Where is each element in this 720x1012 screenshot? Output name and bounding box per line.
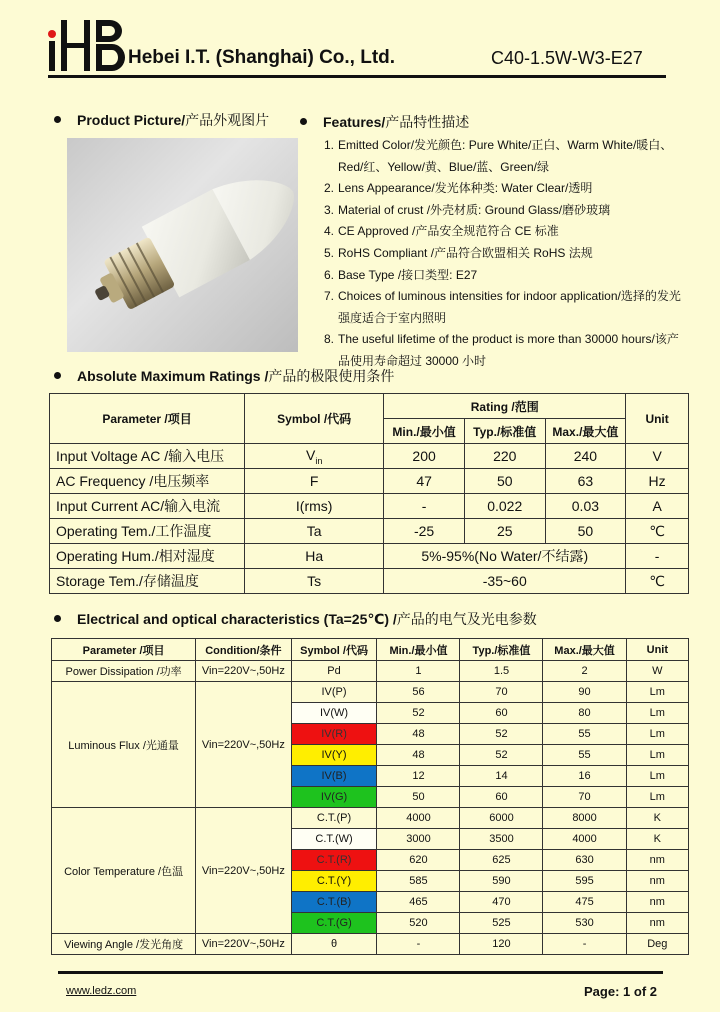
feature-number: 5. [324,245,335,260]
cell-max: 70 [543,787,626,808]
cell-unit: Lm [626,787,688,808]
symbol-text: I(rms) [295,498,333,514]
cell-max: 595 [543,871,626,892]
col-parameter: Parameter /项目 [52,639,196,661]
col-condition: Condition/条件 [196,639,291,661]
cell-min: 4000 [377,808,460,829]
cell-max: 2 [543,661,626,682]
cell-parameter: AC Frequency /电压频率 [50,469,245,494]
cell-min: 465 [377,892,460,913]
feature-number: 2. [324,181,335,196]
section-product-picture [54,110,269,130]
cell-unit: Lm [626,745,688,766]
cell-symbol: IV(R) [291,724,377,745]
feature-item [324,178,684,200]
feature-text: RoHS Compliant /产品符合欧盟相关 RoHS 法规 [338,245,593,260]
col-unit: Unit [626,639,688,661]
cell-symbol: IV(P) [291,682,377,703]
feature-item [324,265,684,287]
cell-min: 200 [384,444,465,469]
cell-unit: ℃ [626,569,689,594]
cell-max: 80 [543,703,626,724]
col-max: Max./最大值 [545,419,626,444]
cell-min: 620 [377,850,460,871]
row-viewing-angle [52,934,689,955]
feature-item [324,200,684,222]
symbol-text: F [309,473,319,489]
footer-divider [58,971,663,974]
feature-number: 7. [324,289,335,304]
table-row [50,444,689,469]
cell-unit: V [626,444,689,469]
col-typ: Typ./标准值 [464,419,545,444]
cell-parameter: Power Dissipation /功率 [52,661,196,682]
cell-unit: Lm [626,703,688,724]
feature-text: Choices of luminous intensities for indoor application/选择的发光强度适合于室内照明 [338,289,681,325]
section-title-en: Features/ [323,114,386,130]
col-min: Min./最小值 [384,419,465,444]
website-link[interactable]: www.ledz.com [66,985,137,997]
cell-symbol: C.T.(B) [291,892,377,913]
col-symbol: Symbol /代码 [291,639,377,661]
feature-number: 4. [324,224,335,239]
cell-symbol: IV(Y) [291,745,377,766]
cell-min: 47 [384,469,465,494]
cell-symbol: C.T.(R) [291,850,377,871]
cell-unit: Lm [626,682,688,703]
cell-max: 530 [543,913,626,934]
cell-parameter: Luminous Flux /光通量 [52,682,196,808]
col-symbol: Symbol /代码 [245,394,384,444]
row-power-dissipation [52,661,689,682]
feature-item [324,243,684,265]
cell-typ: 525 [460,913,543,934]
bulb-illustration [67,138,298,352]
feature-text: The useful lifetime of the product is more than 30000 hours/该产品使用寿命超过 30000 小时 [338,332,679,368]
page-indicator [584,984,657,999]
cell-min: 48 [377,724,460,745]
cell-parameter: Input Voltage AC /输入电压 [50,444,245,469]
cell-max: 16 [543,766,626,787]
symbol-text: Ta [306,523,322,539]
feature-item [324,286,684,329]
cell-symbol: IV(G) [291,787,377,808]
cell-typ: 120 [460,934,543,955]
col-typ: Typ./标准值 [460,639,543,661]
symbol-text: Ts [307,573,322,589]
cell-symbol [245,569,384,594]
section-title-en: Absolute Maximum Ratings / [77,368,269,384]
section-features [300,112,469,132]
cell-typ: 70 [460,682,543,703]
page-number: 1 [623,984,631,999]
col-parameter: Parameter /项目 [50,394,245,444]
feature-text: CE Approved /产品安全规范符合 CE 标准 [338,224,559,239]
cell-min: 48 [377,745,460,766]
table-row [50,494,689,519]
section-title-cn: 产品的电气及光电参数 [396,611,537,627]
cell-unit: K [626,829,688,850]
cell-typ: 60 [460,703,543,724]
cell-typ: 1.5 [460,661,543,682]
feature-number: 6. [324,267,335,282]
cell-typ: 60 [460,787,543,808]
cell-symbol: C.T.(P) [291,808,377,829]
cell-symbol: C.T.(G) [291,913,377,934]
cell-parameter: Operating Hum./相对湿度 [50,544,245,569]
cell-min: 585 [377,871,460,892]
section-title-cn: 产品的极限使用条件 [268,368,395,384]
table-row [50,469,689,494]
cell-max: 63 [545,469,626,494]
bullet-icon [54,615,61,622]
bullet-icon [300,118,307,125]
cell-unit: ℃ [626,519,689,544]
cell-min: - [384,494,465,519]
col-max: Max./最大值 [543,639,626,661]
header-divider [48,75,666,78]
feature-text: Material of crust /外壳材质: Ground Glass/磨砂玻璃 [338,202,611,217]
cell-symbol: θ [291,934,377,955]
product-photo [67,138,298,352]
cell-min: 3000 [377,829,460,850]
cell-max: 4000 [543,829,626,850]
cell-typ: 6000 [460,808,543,829]
cell-typ: 52 [460,745,543,766]
cell-typ: 3500 [460,829,543,850]
cell-max: 475 [543,892,626,913]
electrical-table [51,638,689,955]
cell-typ: 625 [460,850,543,871]
col-rating: Rating /范围 [384,394,626,419]
section-electrical [54,609,537,629]
feature-item [324,221,684,243]
feature-text: Emitted Color/发光颜色: Pure White/正白、Warm White/暖白、Red/红、Yellow/黄、Blue/蓝、Green/绿 [338,138,673,174]
cell-max: 90 [543,682,626,703]
cell-parameter: Operating Tem./工作温度 [50,519,245,544]
cell-min: - [377,934,460,955]
feature-number: 3. [324,202,335,217]
cell-condition: Vin=220V~,50Hz [196,808,291,934]
cell-range: -35~60 [384,569,626,594]
feature-number: 8. [324,332,335,347]
page-total: 2 [649,984,658,999]
cell-max: 50 [545,519,626,544]
cell-unit: - [626,544,689,569]
bullet-icon [54,116,61,123]
company-logo [44,14,126,74]
company-name: Hebei I.T. (Shanghai) Co., Ltd. [128,47,396,68]
cell-condition: Vin=220V~,50Hz [196,934,291,955]
cell-unit: A [626,494,689,519]
cell-max: 630 [543,850,626,871]
cell-max: 8000 [543,808,626,829]
cell-min: 56 [377,682,460,703]
row-color-temperature [52,808,689,829]
cell-symbol: IV(B) [291,766,377,787]
cell-min: -25 [384,519,465,544]
cell-unit: Lm [626,766,688,787]
cell-unit: nm [626,850,688,871]
cell-symbol: IV(W) [291,703,377,724]
page-of: of [633,984,647,999]
cell-typ: 470 [460,892,543,913]
bullet-icon [54,372,61,379]
cell-unit: Lm [626,724,688,745]
table-row [50,544,689,569]
cell-symbol: C.T.(W) [291,829,377,850]
feature-number: 1. [324,138,335,152]
model-number: C40-1.5W-W3-E27 [491,48,643,68]
cell-symbol [245,544,384,569]
symbol-text: Ha [305,548,324,564]
cell-max: 240 [545,444,626,469]
cell-parameter: Viewing Angle /发光角度 [52,934,196,955]
feature-text: Lens Appearance/发光体种类: Water Clear/透明 [338,181,593,196]
section-title-cn: 产品外观图片 [185,112,270,128]
cell-min: 12 [377,766,460,787]
cell-unit: Hz [626,469,689,494]
symbol-subscript: in [315,455,323,466]
cell-max: - [543,934,626,955]
cell-max: 55 [543,724,626,745]
cell-condition: Vin=220V~,50Hz [196,682,291,808]
table-row [50,569,689,594]
cell-symbol [245,444,384,469]
cell-min: 50 [377,787,460,808]
cell-unit: Deg [626,934,688,955]
cell-symbol: Pd [291,661,377,682]
cell-unit: W [626,661,688,682]
cell-typ: 25 [464,519,545,544]
cell-parameter: Storage Tem./存储温度 [50,569,245,594]
cell-typ: 14 [460,766,543,787]
feature-item [324,135,684,178]
absolute-ratings-table [49,393,689,594]
cell-typ: 590 [460,871,543,892]
cell-max: 55 [543,745,626,766]
cell-symbol: C.T.(Y) [291,871,377,892]
cell-min: 52 [377,703,460,724]
symbol-text: V [305,446,316,463]
section-title-en: Electrical and optical characteristics (Ta=25℃) / [77,611,397,627]
features-list [324,135,684,373]
cell-typ: 0.022 [464,494,545,519]
feature-text: Base Type /接口类型: E27 [338,267,478,282]
cell-symbol [245,519,384,544]
col-min: Min./最小值 [377,639,460,661]
cell-typ: 50 [464,469,545,494]
section-title-en: Product Picture/ [77,112,186,128]
cell-min: 520 [377,913,460,934]
cell-typ: 52 [460,724,543,745]
table-row [50,519,689,544]
row-luminous-flux [52,682,689,703]
cell-symbol [245,469,384,494]
section-title-cn: 产品特性描述 [385,114,470,130]
cell-unit: K [626,808,688,829]
cell-unit: nm [626,913,688,934]
cell-symbol [245,494,384,519]
cell-max: 0.03 [545,494,626,519]
page-label: Page: [584,984,620,999]
section-absolute-ratings [54,366,394,386]
cell-parameter: Color Temperature /色温 [52,808,196,934]
cell-range: 5%-95%(No Water/不结露) [384,544,626,569]
cell-parameter: Input Current AC/输入电流 [50,494,245,519]
cell-unit: nm [626,871,688,892]
col-unit: Unit [626,394,689,444]
cell-unit: nm [626,892,688,913]
cell-condition: Vin=220V~,50Hz [196,661,291,682]
cell-typ: 220 [464,444,545,469]
cell-min: 1 [377,661,460,682]
